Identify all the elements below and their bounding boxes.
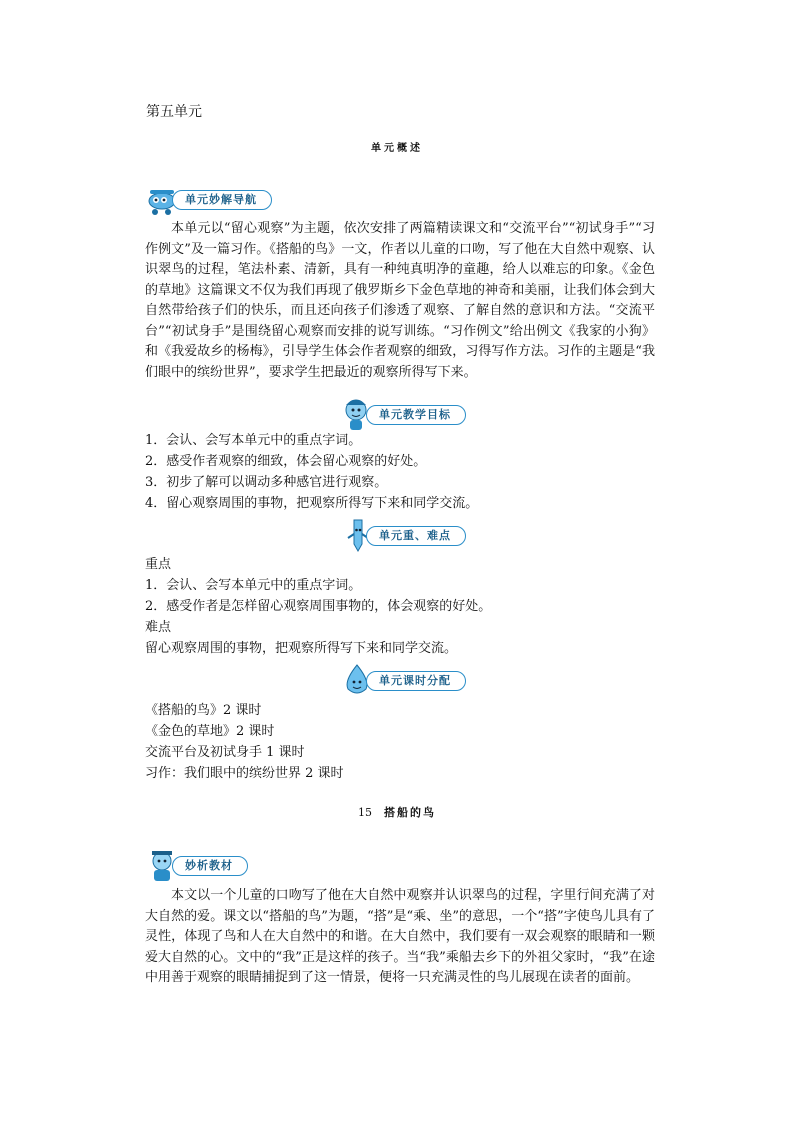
lesson-title [0,804,794,820]
lesson-name: 搭船的鸟 [384,806,436,819]
unit-title: 第五单元 [146,104,202,120]
section-label: 单元妙解导航 [172,190,272,210]
key-points [145,554,665,659]
analysis-paragraph: 本文以一个儿童的口吻写了他在大自然中观察并认识翠鸟的过程，字里行间充满了对大自然的爱。课文以“搭船的鸟”为题，“搭”是“乘、坐”的意思，一个“搭”字使鸟儿具有了灵性，体现了鸟和人在大自然中的和谐。在大自然中，我们要有一双会观察的眼睛和一颗爱大自然的心。文中的“我”正是这样的孩子。当“我”乘船去乡下的外祖父家时，“我”在途中用善于观察的眼睛捕捉到了这一情景，便将一只充满灵性的鸟儿展现在读者的面前。 [145,888,655,985]
lesson-number: 15 [358,806,372,819]
section-label: 单元重、难点 [366,526,466,546]
list-item: 3．初步了解可以调动多种感官进行观察。 [145,475,388,490]
section-label: 单元课时分配 [366,671,466,691]
overview-title: 单元概述 [371,143,423,154]
list-item: 《金色的草地》2 课时 [145,724,275,739]
list-item: 留心观察周围的事物，把观察所得写下来和同学交流。 [145,641,458,656]
list-item: 习作：我们眼中的缤纷世界 2 课时 [145,766,344,781]
list-item: 1．会认、会写本单元中的重点字词。 [145,578,362,593]
section-label: 单元教学目标 [366,405,466,425]
section-label: 妙析教材 [172,856,248,876]
goals-list [145,430,665,514]
list-item: 1．会认、会写本单元中的重点字词。 [145,433,362,448]
guide-paragraph: 本单元以“留心观察”为主题，依次安排了两篇精读课文和“交流平台”“初试身手”“习作例文”及一篇习作。《搭船的鸟》一文，作者以儿童的口吻，写了他在大自然中观察、认识翠鸟的过程，笔法朴素、清新，具有一种纯真明净的童趣，给人以难忘的印象。《金色的草地》这篇课文不仅为我们再现了俄罗斯乡下金色草地的神奇和美丽，让我们体会到大自然带给孩子们的快乐，而且还向孩子们渗透了观察、了解自然的意识和方法。“交流平台”“初试身手”是围绕留心观察而安排的说写训练。“习作例文”给出例文《我家的小狗》和《我爱故乡的杨梅》，引导学生体会作者观察的细致，习得写作方法。习作的主题是“我们眼中的缤纷世界”，要求学生把最近的观察所得写下来。 [145,221,655,380]
difficult-heading: 难点 [145,620,172,635]
key-heading: 重点 [145,557,172,572]
list-item: 2．感受作者是怎样留心观察周围事物的，体会观察的好处。 [145,599,492,614]
list-item: 《搭船的鸟》2 课时 [145,703,262,718]
list-item: 交流平台及初试身手 1 课时 [145,745,305,760]
list-item: 4．留心观察周围的事物，把观察所得写下来和同学交流。 [145,496,479,511]
hours-list [145,700,665,784]
list-item: 2．感受作者观察的细致，体会留心观察的好处。 [145,454,427,469]
